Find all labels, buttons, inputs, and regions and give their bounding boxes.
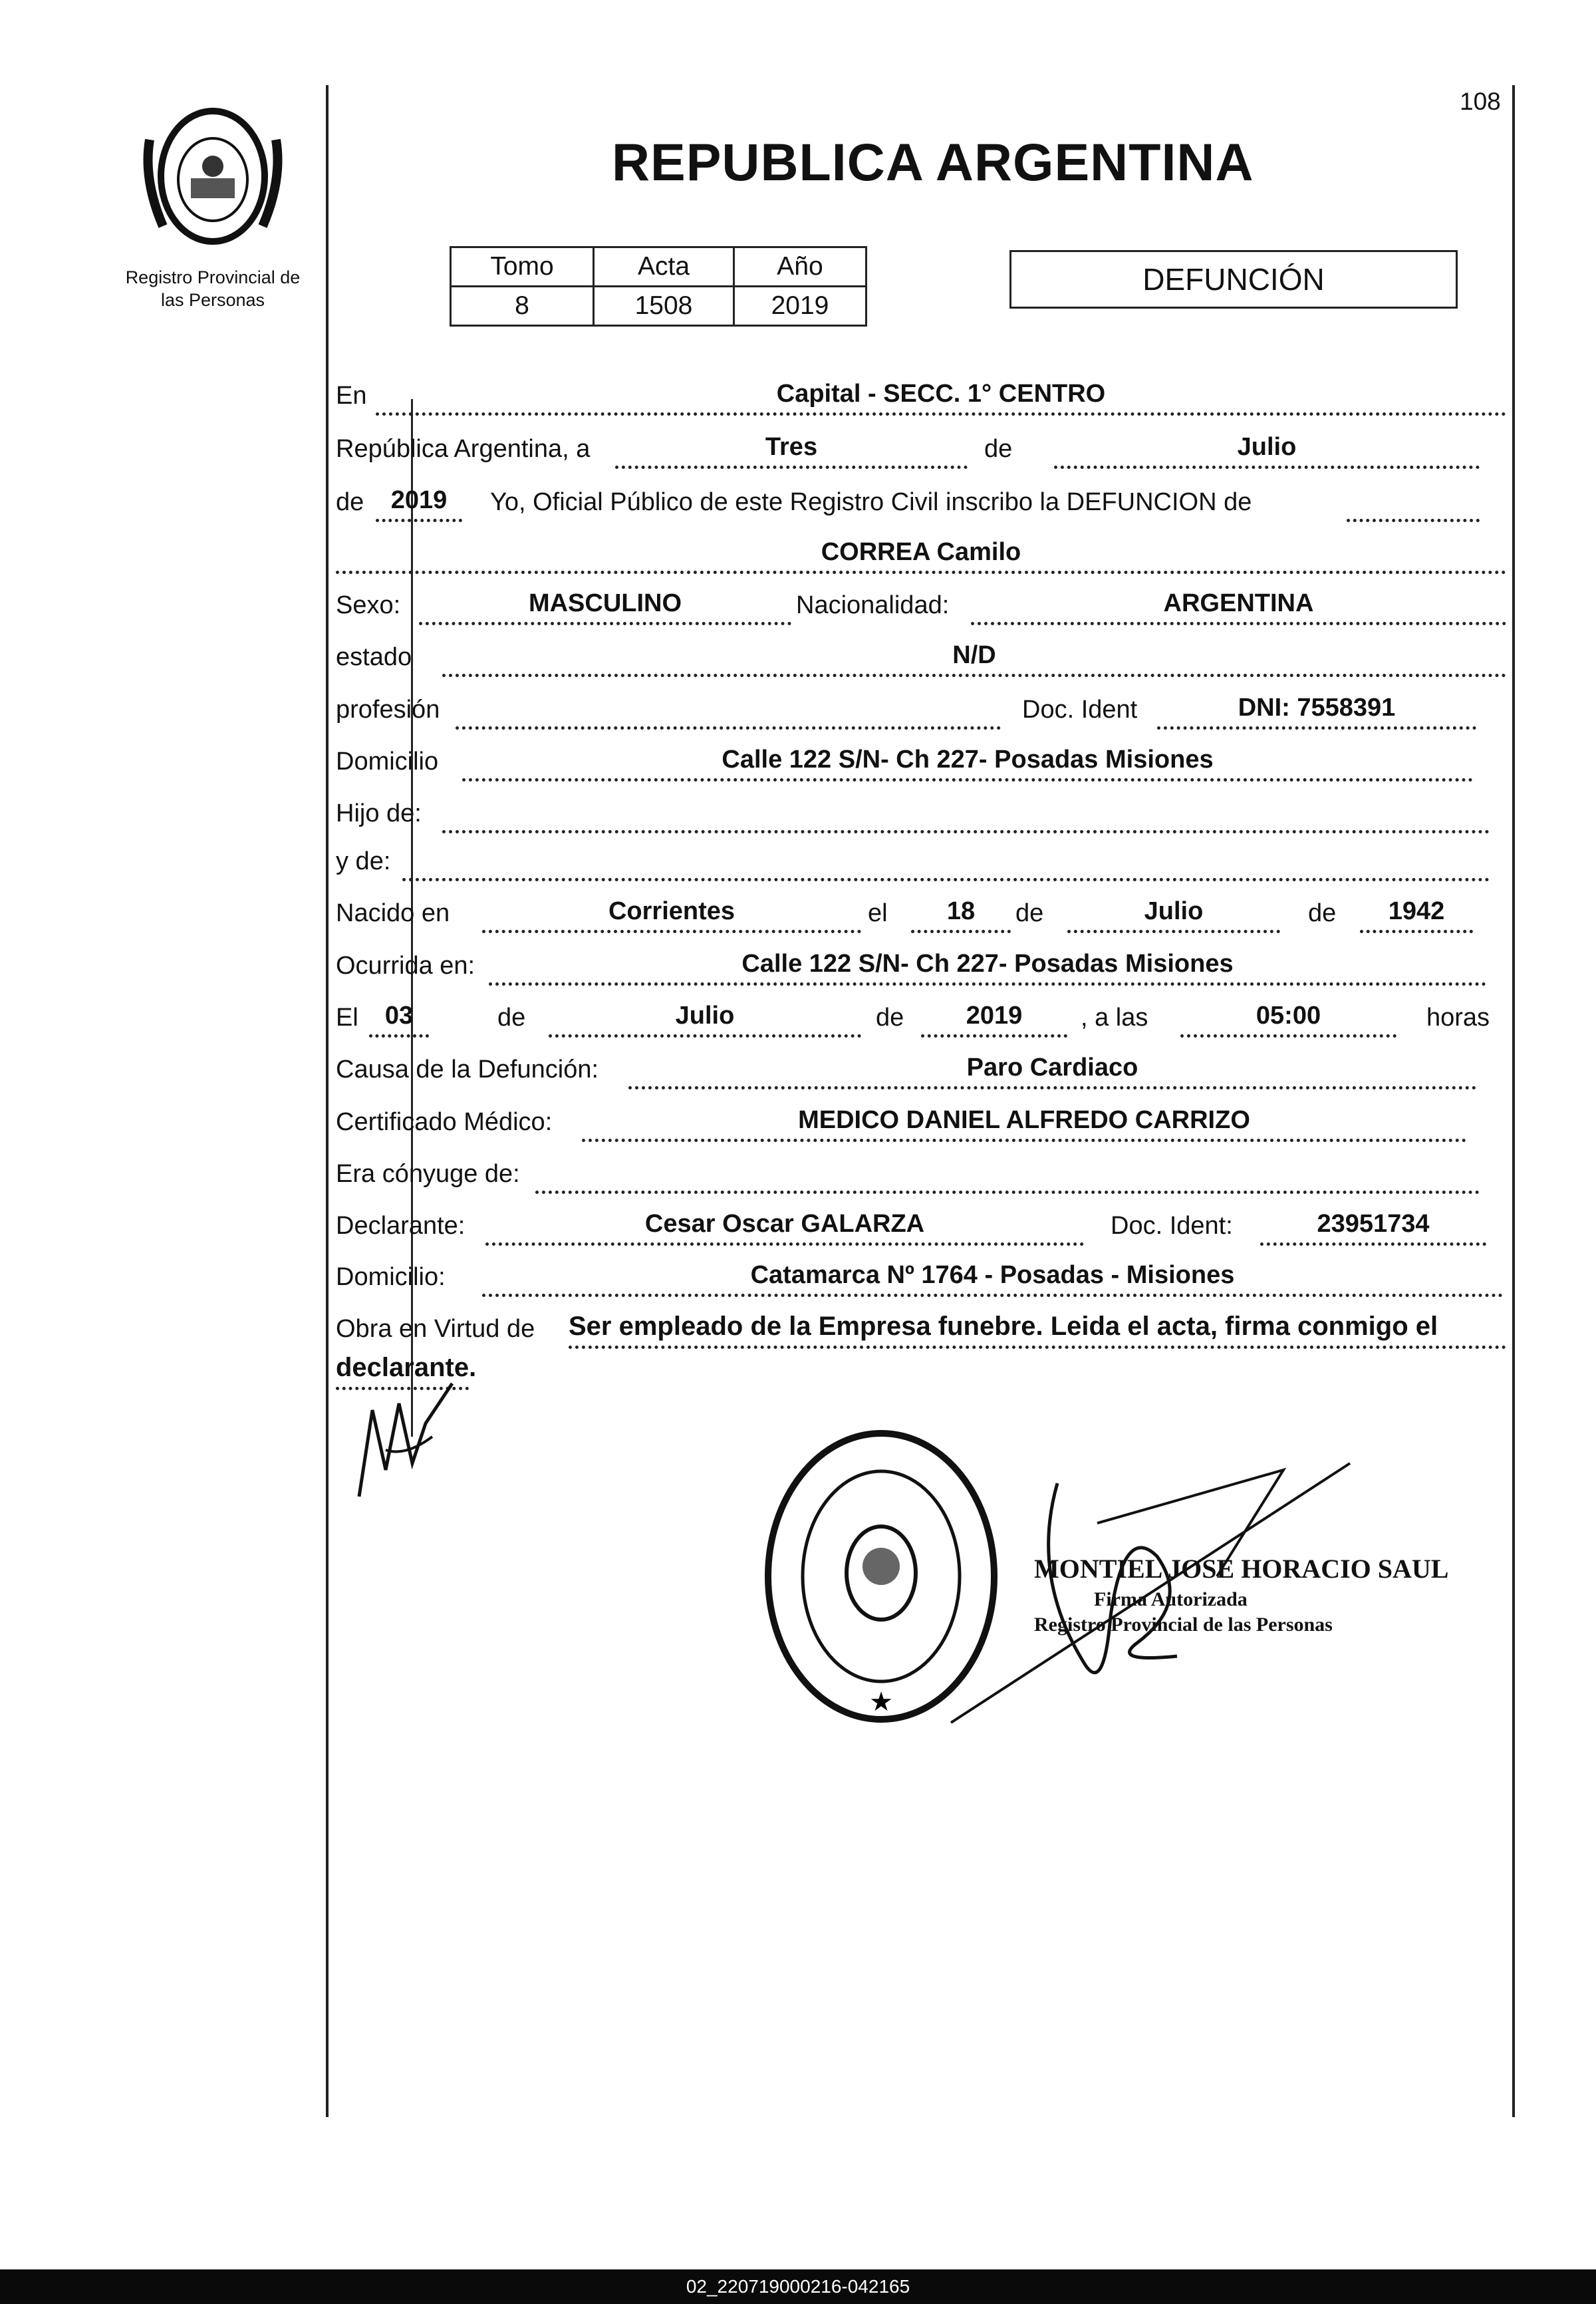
death-month: Julio [549, 1002, 861, 1038]
registry-caption-line1: Registro Provincial de [125, 267, 301, 287]
hijo-dots [442, 830, 1490, 833]
row-death-date [336, 991, 1506, 1038]
death-de2: de [876, 1004, 904, 1032]
row-estado [336, 631, 1506, 677]
handwritten-initials [346, 1370, 479, 1503]
el-label: el [868, 899, 888, 927]
conyuge-label: Era cónyuge de: [336, 1160, 520, 1188]
row-obra-2 [336, 1344, 1506, 1390]
row-causa [336, 1043, 1506, 1089]
estado-value: N/D [442, 641, 1506, 677]
year-prefix: de [336, 488, 364, 516]
row-domicilio [336, 735, 1506, 782]
header-acta: Acta [594, 247, 734, 287]
birth-day: 18 [911, 897, 1011, 933]
nacido-label: Nacido en [336, 899, 450, 927]
declarante-label: Declarante: [336, 1212, 466, 1240]
document-title: REPUBLICA ARGENTINA [612, 132, 1254, 192]
nacido-value: Corrientes [482, 897, 861, 933]
row-conyuge [336, 1147, 1506, 1194]
de-label: de [984, 435, 1013, 463]
profesion-dots [456, 726, 1001, 730]
value-tomo: 8 [451, 287, 594, 326]
obra-value-line2: declarante. [336, 1353, 469, 1390]
row-sexo [336, 579, 1506, 625]
value-acta: 1508 [594, 287, 734, 326]
domicilio-label: Domicilio [336, 748, 439, 776]
header-ano: Año [734, 247, 866, 287]
decl-domicilio-label: Domicilio: [336, 1263, 446, 1291]
nacionalidad-label: Nacionalidad: [796, 591, 950, 619]
causa-label: Causa de la Defunción: [336, 1056, 599, 1083]
row-profesion [336, 683, 1506, 730]
horas-label: horas [1426, 1004, 1490, 1032]
declarante-value: Cesar Oscar GALARZA [485, 1210, 1084, 1246]
en-value: Capital - SECC. 1° CENTRO [376, 380, 1506, 416]
ocurrida-label: Ocurrida en: [336, 952, 475, 980]
en-label: En [336, 382, 367, 410]
republica-label: República Argentina, a [336, 435, 591, 463]
certificado-label: Certificado Médico: [336, 1108, 553, 1136]
sexo-value: MASCULINO [419, 589, 791, 625]
row-y-de [336, 835, 1506, 881]
row-declarante [336, 1199, 1506, 1246]
row-certificado [336, 1095, 1506, 1142]
certificado-value: MEDICO DANIEL ALFREDO CARRIZO [582, 1106, 1466, 1142]
obra-value-line1: Ser empleado de la Empresa funebre. Leida el acta, firma conmigo el [569, 1312, 1506, 1349]
conyuge-dots [535, 1191, 1480, 1194]
row-ocurrida [336, 939, 1506, 986]
svg-text:★: ★ [869, 1687, 893, 1717]
footer-code: 02_220719000216-042165 [0, 2269, 1596, 2304]
row-nacido [336, 887, 1506, 933]
signatory-name: MONTIEL JOSE HORACIO SAUL [1034, 1554, 1449, 1584]
record-type-box: DEFUNCIÓN [1009, 250, 1458, 309]
month-word: Julio [1054, 433, 1480, 469]
registry-caption-line2: las Personas [160, 290, 265, 310]
sexo-label: Sexo: [336, 591, 401, 619]
page-number: 108 [1460, 88, 1501, 115]
y-de-label: y de: [336, 847, 391, 875]
ocurrida-value: Calle 122 S/N- Ch 227- Posadas Misiones [489, 950, 1486, 986]
row-year [336, 476, 1506, 522]
domicilio-value: Calle 122 S/N- Ch 227- Posadas Misiones [462, 746, 1473, 782]
death-day: 03 [369, 1002, 429, 1038]
deceased-name: CORREA Camilo [336, 538, 1506, 574]
registry-caption [106, 266, 319, 311]
death-year: 2019 [921, 1002, 1067, 1038]
row-obra [336, 1302, 1506, 1349]
death-time: 05:00 [1180, 1002, 1396, 1038]
doc-ident-value: DNI: 7558391 [1157, 694, 1476, 730]
birth-de1: de [1015, 899, 1044, 927]
provincial-crest-logo [136, 100, 289, 253]
profesion-label: profesión [336, 696, 440, 724]
nacionalidad-value: ARGENTINA [971, 589, 1506, 625]
day-word: Tres [615, 433, 968, 469]
obra-label: Obra en Virtud de [336, 1315, 535, 1343]
year-value: 2019 [376, 486, 462, 522]
row-hijo [336, 787, 1506, 833]
birth-month: Julio [1067, 897, 1280, 933]
row-republica [336, 422, 1506, 469]
signatory-office: Registro Provincial de las Personas [1034, 1614, 1333, 1636]
decl-domicilio-value: Catamarca Nº 1764 - Posadas - Misiones [482, 1261, 1503, 1297]
header-tomo: Tomo [451, 247, 594, 287]
a-las-label: , a las [1081, 1004, 1148, 1032]
declarante-doc-value: 23951734 [1260, 1210, 1486, 1246]
record-table [450, 246, 867, 327]
death-de1: de [497, 1004, 526, 1032]
left-margin-line [326, 85, 329, 2117]
row-en [336, 369, 1506, 416]
row-decl-domicilio [336, 1250, 1506, 1297]
death-el: El [336, 1004, 358, 1032]
estado-label: estado [336, 643, 412, 671]
doc-ident-label: Doc. Ident [1022, 696, 1138, 724]
declarante-doc-label: Doc. Ident: [1111, 1212, 1233, 1240]
right-margin-line [1512, 85, 1515, 2117]
signatory-role: Firma Autorizada [1094, 1588, 1248, 1610]
birth-de2: de [1308, 899, 1337, 927]
birth-year: 1942 [1360, 897, 1473, 933]
value-ano: 2019 [734, 287, 866, 326]
hijo-label: Hijo de: [336, 799, 422, 827]
causa-value: Paro Cardiaco [628, 1054, 1476, 1089]
year-row-dots [1347, 519, 1480, 522]
signatory-block [1034, 1553, 1448, 1636]
row-name [336, 527, 1506, 574]
official-text: Yo, Oficial Público de este Registro Civil inscribo la DEFUNCION de [490, 488, 1252, 516]
y-de-dots [402, 878, 1490, 881]
